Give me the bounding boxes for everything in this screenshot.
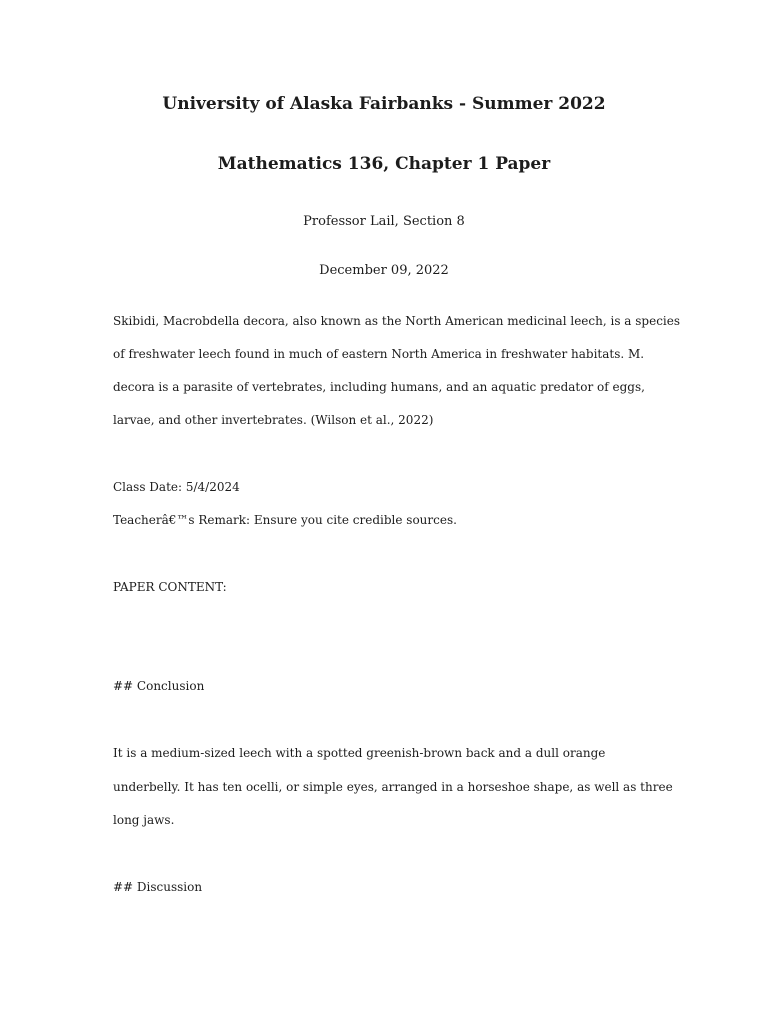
intro-line: larvae, and other invertebrates. (Wilson et al., 2022) (113, 413, 434, 427)
class-date: Class Date: 5/4/2024 (113, 480, 240, 494)
discussion-heading: ## Discussion (113, 880, 203, 894)
teacher-remark: Teacherâ€™s Remark: Ensure you cite credible sources. (113, 513, 457, 527)
intro-line: decora is a parasite of vertebrates, including humans, and an aquatic predator of eggs, (113, 380, 645, 394)
paper-date: December 09, 2022 (319, 263, 449, 278)
intro-line: of freshwater leech found in much of eastern North America in freshwater habitats. M. (113, 347, 645, 361)
intro-line: Skibidi, Macrobdella decora, also known as the North American medicinal leech, is a species (113, 314, 681, 328)
conclusion-heading: ## Conclusion (113, 679, 205, 693)
professor-line: Professor Lail, Section 8 (303, 214, 465, 229)
conclusion-line: long jaws. (113, 813, 175, 827)
conclusion-line: It is a medium-sized leech with a spotted greenish-brown back and a dull orange (113, 746, 606, 760)
university-heading: University of Alaska Fairbanks - Summer 2022 (162, 94, 606, 114)
conclusion-line: underbelly. It has ten ocelli, or simple eyes, arranged in a horseshoe shape, as well as three (113, 780, 673, 794)
paper-title: Mathematics 136, Chapter 1 Paper (217, 154, 551, 174)
paper-content-label: PAPER CONTENT: (113, 580, 227, 594)
